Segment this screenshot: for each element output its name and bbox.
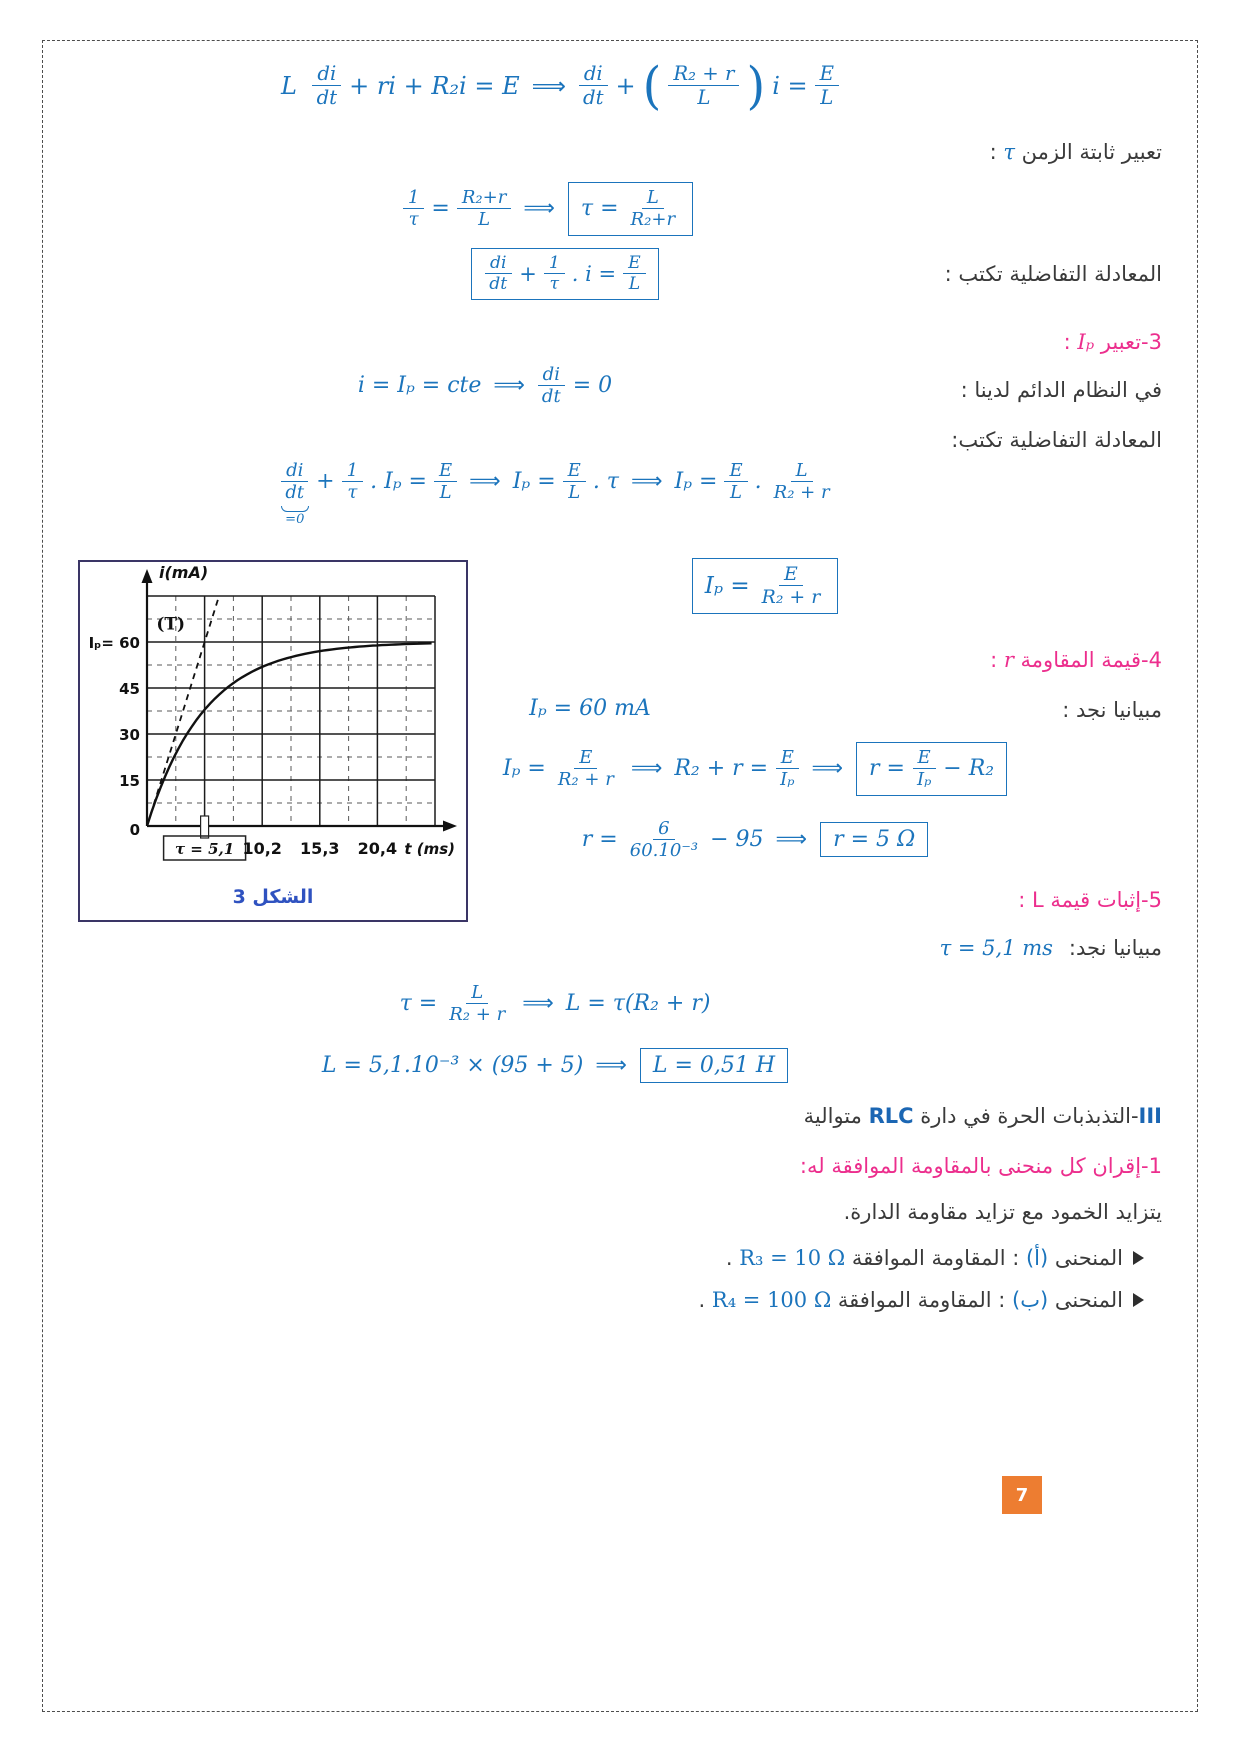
fraction bbox=[553, 747, 619, 791]
math-text: r = 5 Ω bbox=[833, 827, 916, 853]
equation-segment bbox=[400, 982, 711, 1026]
text-run: تعبير ثابتة الزمن bbox=[1015, 140, 1162, 164]
fraction bbox=[578, 62, 609, 109]
x-tick-label: 10,2 bbox=[242, 839, 282, 858]
fraction-numerator: E bbox=[574, 747, 597, 769]
text-run: 4-قيمة المقاومة bbox=[1013, 648, 1162, 672]
fraction-denominator: R₂ + r bbox=[557, 769, 614, 791]
y-tick-label: 30 bbox=[119, 726, 140, 744]
math-text: Iₚ = 60 mA bbox=[529, 696, 651, 721]
fraction-denominator: dt bbox=[489, 274, 508, 295]
text-run: متوالية bbox=[803, 1104, 869, 1128]
math-text: L = 0,51 H bbox=[652, 1053, 776, 1078]
equation-segment bbox=[529, 696, 651, 721]
fraction-denominator: dt bbox=[583, 86, 604, 110]
big-parenthesis: ( bbox=[642, 56, 662, 115]
figure3-chart bbox=[83, 562, 463, 884]
implies-arrow: ⟹ bbox=[811, 756, 843, 782]
x-axis-arrow bbox=[443, 821, 457, 832]
implies-arrow: ⟹ bbox=[531, 71, 567, 100]
equation-differential-boxed bbox=[430, 248, 700, 300]
text-run: المعادلة التفاضلية تكتب : bbox=[944, 262, 1162, 286]
math-text: . i = bbox=[571, 261, 617, 286]
math-text: Iₚ = bbox=[502, 756, 546, 782]
equation-segment bbox=[403, 187, 560, 231]
boxed-result bbox=[568, 182, 693, 236]
fraction-denominator: Iₚ bbox=[780, 769, 795, 791]
text-run: 5-إثبات قيمة L : bbox=[1018, 888, 1162, 912]
boxed-result bbox=[640, 1048, 788, 1083]
math-text: L bbox=[281, 71, 305, 100]
fraction bbox=[434, 460, 457, 504]
fraction-denominator: dt bbox=[285, 482, 305, 504]
equation-segment bbox=[322, 1053, 632, 1078]
fraction-numerator: 1 bbox=[544, 253, 565, 274]
text-run: المعادلة التفاضلية تكتب: bbox=[951, 428, 1162, 452]
fraction-numerator: 1 bbox=[342, 460, 363, 482]
fraction-numerator: E bbox=[724, 460, 747, 482]
fraction-numerator: E bbox=[815, 62, 839, 86]
fraction-numerator: E bbox=[779, 563, 803, 586]
fraction bbox=[724, 460, 747, 504]
math-text: + bbox=[615, 71, 636, 100]
bullet-curve-a bbox=[726, 1246, 1144, 1270]
implies-arrow: ⟹ bbox=[493, 373, 525, 399]
math-text: + bbox=[519, 261, 537, 286]
text-run: . bbox=[698, 1288, 712, 1312]
fraction bbox=[623, 253, 646, 295]
fraction-denominator: dt bbox=[541, 386, 561, 408]
math-text: − 95 bbox=[710, 827, 764, 853]
fraction-numerator: L bbox=[466, 982, 488, 1004]
fraction-denominator: L bbox=[478, 209, 491, 231]
fraction-numerator: R₂+r bbox=[457, 187, 512, 209]
equation-ip-60ma bbox=[510, 696, 670, 721]
fraction-numerator: R₂ + r bbox=[668, 62, 739, 86]
text-run: III bbox=[1138, 1104, 1162, 1128]
math-text: . bbox=[754, 469, 762, 495]
x-tick-label: 15,3 bbox=[300, 839, 340, 858]
text-run: R₄ = 100 Ω bbox=[711, 1288, 832, 1312]
label-damping-increases bbox=[844, 1200, 1162, 1224]
math-text: . Iₚ = bbox=[370, 469, 427, 495]
text-run: (ب) bbox=[1012, 1288, 1049, 1312]
text-run: τ bbox=[1003, 140, 1015, 164]
math-text: = 0 bbox=[572, 373, 613, 399]
text-run: RLC bbox=[868, 1104, 914, 1128]
fraction-numerator: di bbox=[485, 253, 512, 274]
math-text: + bbox=[316, 469, 335, 495]
text-run: يتزايد الخمود مع تزايد مقاومة الدارة. bbox=[843, 1200, 1162, 1224]
math-text: L = τ(R₂ + r) bbox=[565, 991, 711, 1017]
y-tick-label: Iₚ= 60 bbox=[88, 634, 140, 652]
fraction bbox=[775, 747, 799, 791]
equation-differential-full bbox=[250, 56, 870, 115]
fraction-numerator: E bbox=[563, 460, 586, 482]
text-run: r bbox=[1003, 648, 1014, 672]
fraction-denominator: R₂ + r bbox=[449, 1004, 506, 1026]
fraction-denominator: L bbox=[820, 86, 834, 110]
equation-ip-derivation bbox=[285, 460, 830, 527]
text-run: في النظام الدائم لدينا : bbox=[960, 378, 1162, 402]
math-text: i = Iₚ = cte bbox=[357, 373, 482, 399]
fraction-denominator: R₂ + r bbox=[761, 586, 821, 609]
fraction-numerator: L bbox=[642, 187, 664, 209]
implies-arrow: ⟹ bbox=[522, 991, 554, 1017]
bullet-curve-b bbox=[699, 1288, 1144, 1312]
label-time-constant bbox=[990, 140, 1162, 164]
fraction-denominator: τ bbox=[408, 209, 419, 231]
heading-resistance-r-value bbox=[990, 648, 1162, 672]
fraction bbox=[626, 187, 681, 231]
fraction-denominator: L bbox=[568, 482, 581, 504]
equation-segment bbox=[280, 460, 834, 527]
heading-prove-L-value bbox=[1018, 888, 1162, 912]
text-run: مبيانيا نجد : bbox=[1062, 698, 1162, 722]
implies-arrow: ⟹ bbox=[595, 1053, 627, 1078]
fraction-numerator: E bbox=[776, 747, 799, 769]
fraction-numerator: E bbox=[434, 460, 457, 482]
label-graphically-tau bbox=[924, 936, 1162, 960]
underbrace bbox=[281, 506, 309, 528]
fraction bbox=[444, 982, 510, 1026]
y-axis-arrow bbox=[142, 569, 153, 583]
math-text: Iₚ = bbox=[512, 469, 556, 495]
fraction-numerator: L bbox=[791, 460, 813, 482]
implies-arrow: ⟹ bbox=[469, 469, 501, 495]
text-run: : bbox=[989, 140, 1004, 164]
fraction-denominator: dt bbox=[316, 86, 338, 110]
fraction-denominator: τ bbox=[549, 274, 560, 295]
implies-arrow: ⟹ bbox=[523, 196, 555, 222]
boxed-result bbox=[856, 742, 1007, 796]
fraction-denominator: 60.10⁻³ bbox=[629, 840, 699, 862]
label-steady-state bbox=[961, 378, 1162, 402]
math-text: r = bbox=[869, 756, 905, 782]
math-text: τ = bbox=[580, 196, 619, 222]
fraction-denominator: R₂ + r bbox=[773, 482, 830, 504]
math-text: = bbox=[431, 196, 450, 222]
fraction bbox=[484, 253, 512, 295]
fraction bbox=[544, 253, 565, 295]
fraction bbox=[815, 62, 839, 109]
equation-steady-state bbox=[335, 364, 635, 408]
label-graphically-we-find bbox=[1062, 698, 1162, 722]
text-run: : المقاومة الموافقة bbox=[845, 1246, 1026, 1270]
label-differential-writes-2 bbox=[951, 428, 1162, 452]
math-text: r = bbox=[581, 827, 618, 853]
equation-r-derivation bbox=[502, 742, 1000, 796]
y-tick-label: 0 bbox=[129, 821, 140, 839]
figure-caption: الشكل 3 bbox=[232, 886, 314, 908]
fraction-denominator: L bbox=[628, 274, 641, 295]
fraction bbox=[769, 460, 835, 504]
text-run: مبيانيا نجد: bbox=[1068, 936, 1162, 960]
y-tick-label: 45 bbox=[119, 680, 140, 698]
text-run: -التذبذبات الحرة في دارة bbox=[913, 1104, 1139, 1128]
boxed-result bbox=[471, 248, 658, 300]
fraction bbox=[312, 62, 343, 109]
math-text: τ = bbox=[399, 991, 438, 1017]
heading-rlc-free-oscillations bbox=[804, 1104, 1162, 1128]
fraction bbox=[563, 460, 586, 504]
equation-tau-definition bbox=[388, 182, 708, 236]
fraction-denominator: L bbox=[697, 86, 711, 110]
math-text: . τ bbox=[592, 469, 619, 495]
text-run: τ = 5,1 ms bbox=[939, 936, 1053, 960]
equation-L-numeric bbox=[321, 1048, 780, 1083]
fraction bbox=[403, 187, 424, 231]
math-text: Iₚ = bbox=[704, 572, 750, 599]
implies-arrow: ⟹ bbox=[630, 469, 663, 495]
math-text: Iₚ = bbox=[674, 469, 718, 495]
fraction-numerator: di bbox=[281, 460, 308, 482]
equation-segment bbox=[281, 56, 839, 115]
fraction-numerator: di bbox=[579, 62, 608, 86]
page-number: 7 bbox=[1002, 1476, 1042, 1514]
text-run: : bbox=[990, 648, 1004, 672]
bullet-arrow-icon bbox=[1133, 1293, 1144, 1307]
x-tick-label: 20,4 bbox=[357, 839, 398, 858]
math-text: i = bbox=[772, 71, 808, 100]
math-text: R₂ + r = bbox=[674, 756, 769, 782]
text-run: المنحنى bbox=[1048, 1288, 1123, 1312]
text-run: 1-إقران كل منحنى بالمقاومة الموافقة له: bbox=[799, 1154, 1162, 1178]
underbrace-label: =0 bbox=[285, 511, 305, 527]
text-run: (أ) bbox=[1025, 1246, 1049, 1270]
heading-match-curves bbox=[800, 1154, 1162, 1178]
y-axis-title: i(mA) bbox=[159, 563, 209, 582]
fraction-numerator: 1 bbox=[403, 187, 424, 209]
equation-ip-result-boxed bbox=[695, 558, 835, 614]
bullet-arrow-icon bbox=[1133, 1251, 1144, 1265]
y-tick-label: 15 bbox=[119, 772, 140, 790]
text-run: : المقاومة الموافقة bbox=[831, 1288, 1013, 1312]
tangent-label: (T) bbox=[156, 614, 186, 635]
boxed-result bbox=[692, 558, 838, 614]
fraction bbox=[668, 62, 739, 109]
equation-segment bbox=[582, 818, 812, 862]
text-run: . bbox=[725, 1246, 740, 1270]
math-text: − R₂ bbox=[943, 756, 995, 782]
fraction-numerator: 6 bbox=[653, 818, 674, 840]
figure-3 bbox=[78, 560, 468, 922]
fraction bbox=[342, 460, 363, 504]
fraction-numerator: di bbox=[538, 364, 565, 386]
math-text: + ri + R₂i = E bbox=[349, 71, 520, 100]
equation-segment bbox=[503, 747, 848, 791]
big-parenthesis: ) bbox=[746, 56, 766, 115]
underbrace-group bbox=[280, 460, 309, 527]
fraction-denominator: τ bbox=[347, 482, 358, 504]
fraction-numerator: E bbox=[913, 747, 936, 769]
fraction-denominator: R₂+r bbox=[630, 209, 676, 231]
fraction bbox=[457, 187, 512, 231]
math-text: L = 5,1.10⁻³ × (95 + 5) bbox=[321, 1053, 584, 1078]
heading-ip-expression bbox=[1064, 330, 1162, 354]
label-differential-writes bbox=[945, 262, 1162, 286]
fraction-denominator: L bbox=[730, 482, 743, 504]
tau-axis-tick bbox=[201, 816, 209, 838]
text-run: 3-تعبير bbox=[1094, 330, 1162, 354]
fraction bbox=[537, 364, 566, 408]
text-run: Iₚ bbox=[1077, 330, 1095, 354]
implies-arrow: ⟹ bbox=[775, 827, 808, 853]
fraction-numerator: di bbox=[312, 62, 341, 86]
boxed-result bbox=[820, 822, 928, 857]
fraction bbox=[757, 563, 826, 609]
fraction bbox=[280, 460, 309, 504]
text-run: : bbox=[1063, 330, 1078, 354]
fraction bbox=[625, 818, 703, 862]
fraction bbox=[912, 747, 936, 791]
equation-r-numeric bbox=[580, 818, 930, 862]
tau-label: τ = 5,1 bbox=[174, 840, 235, 858]
equation-L-derivation bbox=[395, 982, 715, 1026]
fraction-numerator: E bbox=[623, 253, 646, 274]
fraction-denominator: L bbox=[439, 482, 452, 504]
text-run: المنحنى bbox=[1048, 1246, 1123, 1270]
equation-segment bbox=[358, 364, 612, 408]
text-run: R₃ = 10 Ω bbox=[739, 1246, 846, 1270]
x-axis-title: t (ms) bbox=[404, 840, 455, 858]
implies-arrow: ⟹ bbox=[630, 756, 663, 782]
fraction-denominator: Iₚ bbox=[916, 769, 932, 791]
